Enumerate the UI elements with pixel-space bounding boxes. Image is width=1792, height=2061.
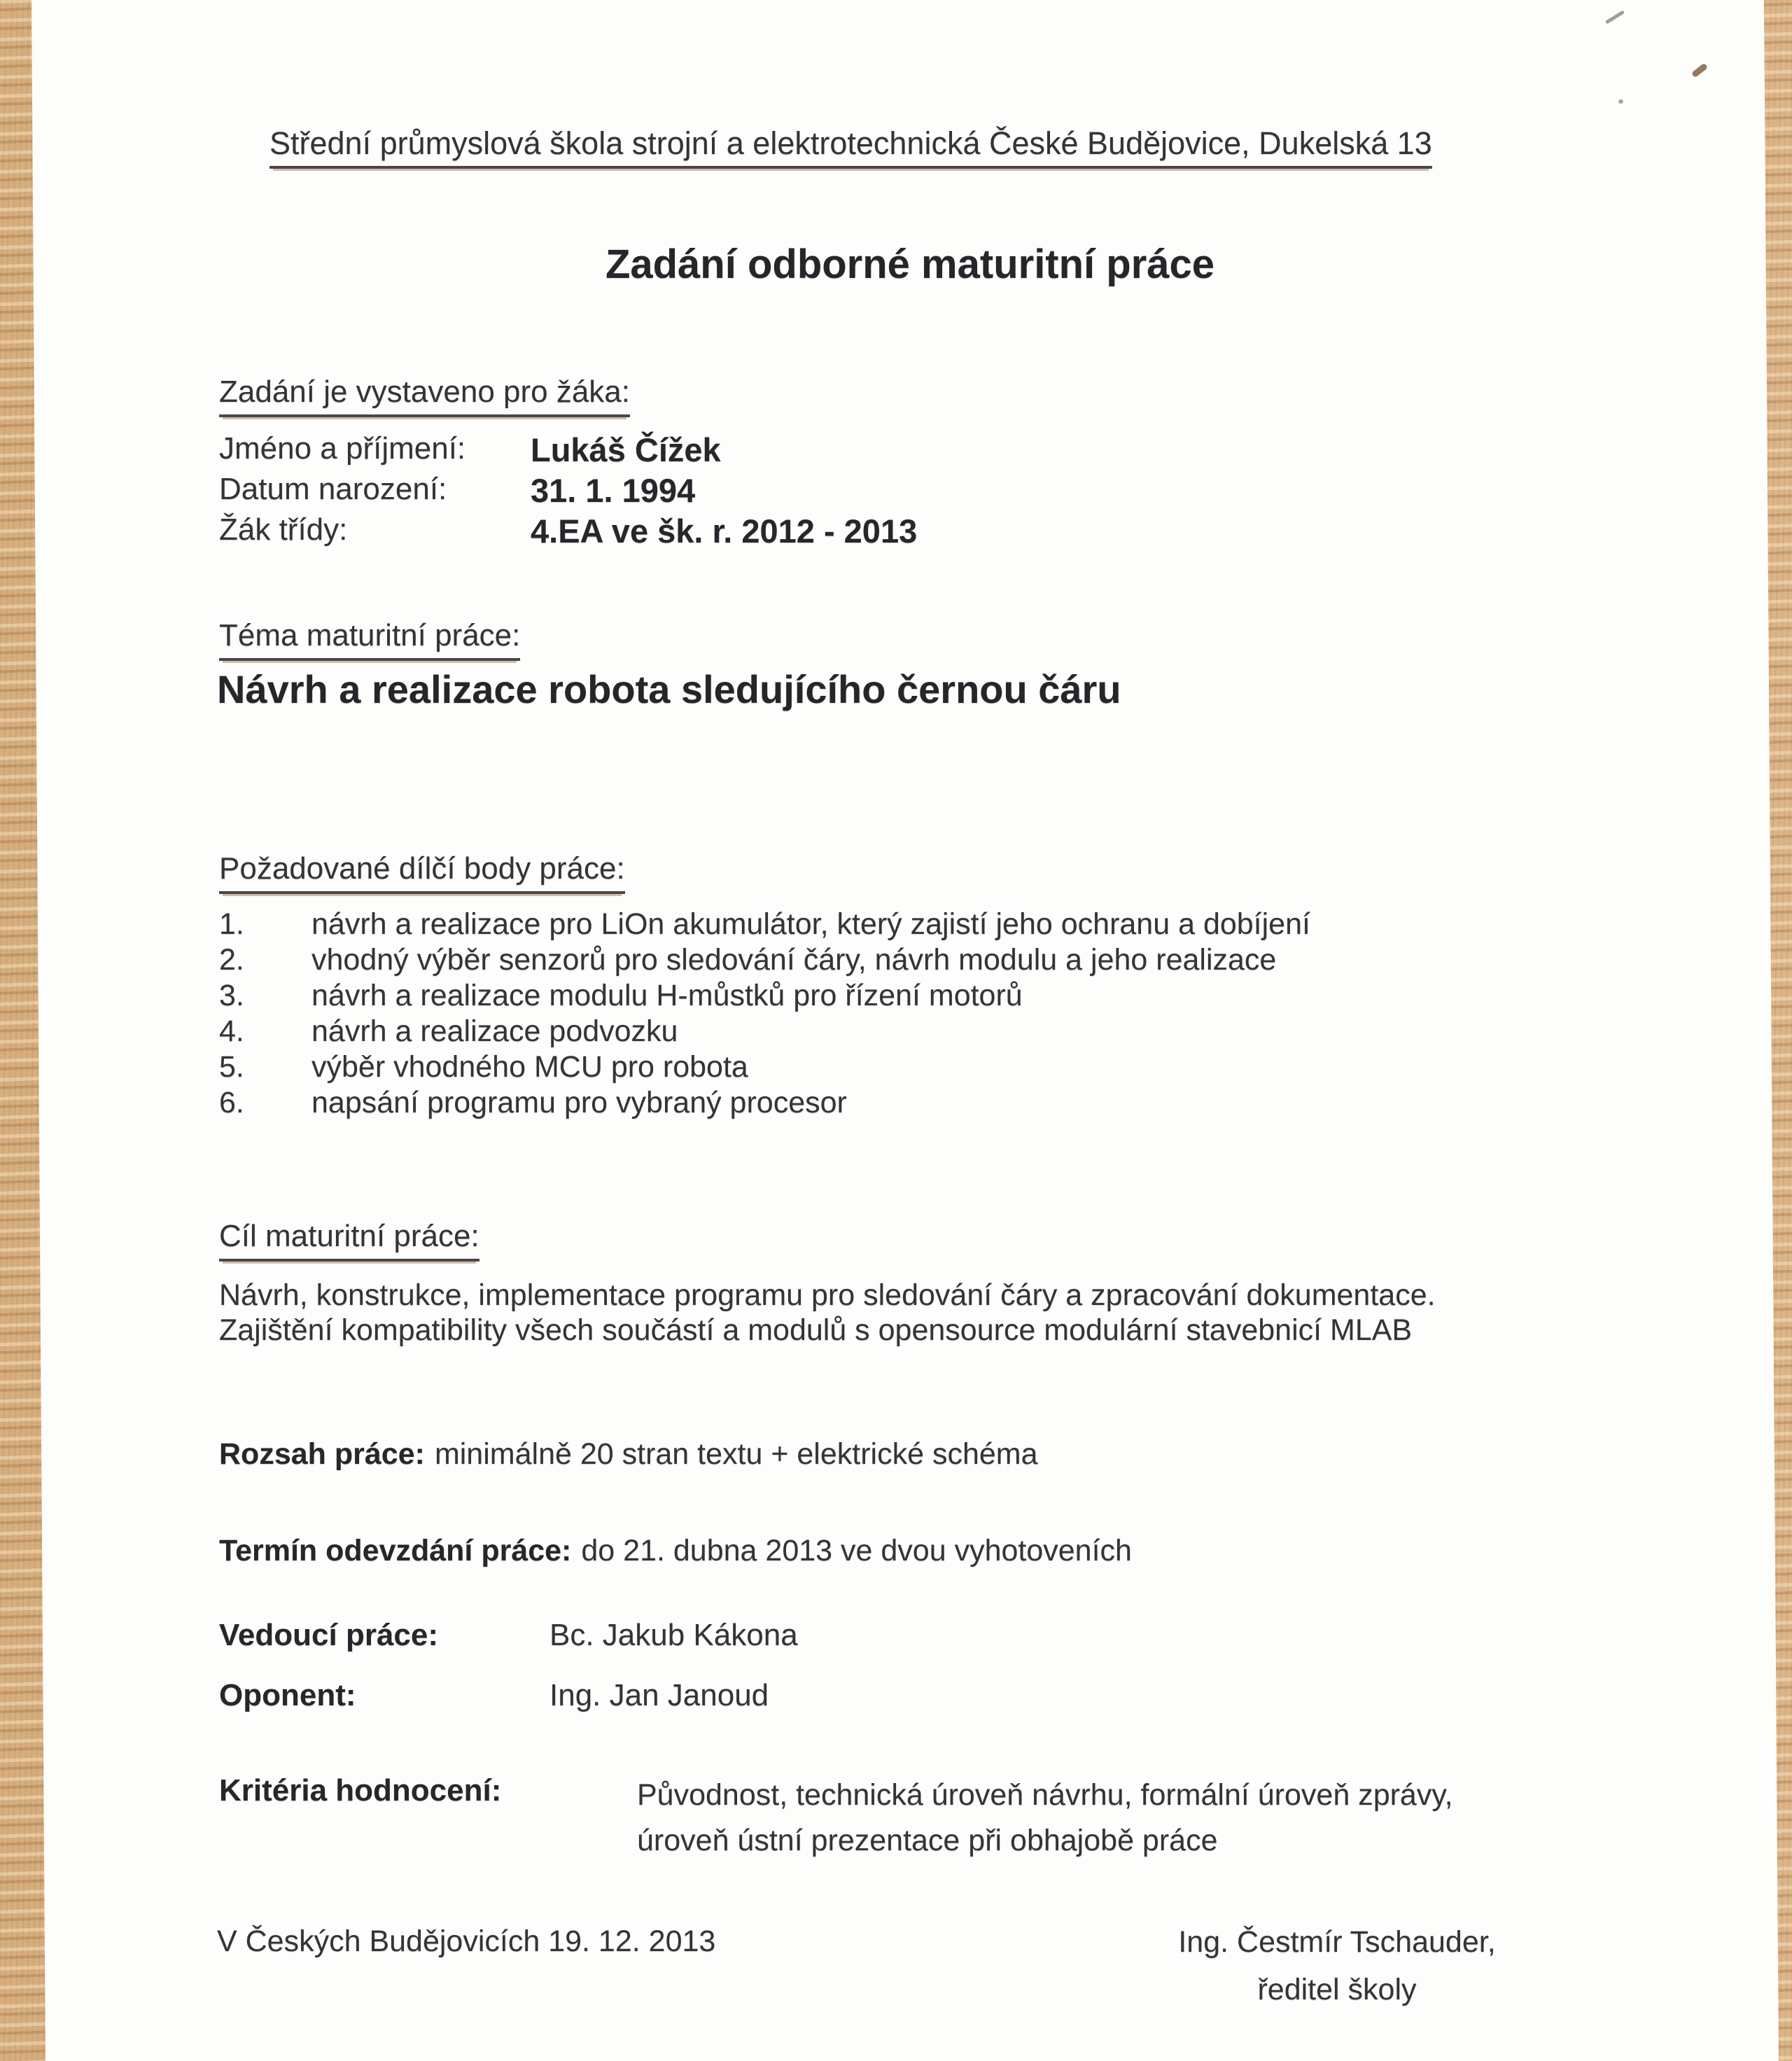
footer-place-date: V Českých Budějovicích 19. 12. 2013: [217, 1924, 716, 1958]
requirement-item: [219, 978, 1310, 1014]
requirement-text: návrh a realizace pro LiOn akumulátor, který zajistí jeho ochranu a dobíjení: [312, 907, 1310, 941]
document-title: Zadání odborné maturitní práce: [605, 242, 1215, 287]
requirement-item: [219, 907, 1310, 942]
student-name-label: Jméno a příjmení:: [219, 431, 466, 466]
opponent-row: [219, 1677, 1269, 1714]
deadline-value: do 21. dubna 2013 ve dvou vyhotoveních: [581, 1534, 1132, 1567]
requirement-text: napsání programu pro vybraný procesor: [312, 1086, 847, 1119]
supervisor-row: [219, 1617, 1269, 1654]
scan-speck: [1618, 99, 1623, 104]
requirements-heading-text: Požadované dílčí body práce:: [219, 851, 625, 894]
requirement-number: 2.: [219, 943, 244, 977]
requirement-number: 5.: [219, 1050, 244, 1084]
student-row: [219, 512, 1269, 548]
signature-name: Ing. Čestmír Tschauder,: [1178, 1925, 1496, 1959]
goal-heading: [219, 1218, 479, 1262]
requirements-list: [219, 907, 1310, 1121]
requirement-text: návrh a realizace podvozku: [312, 1014, 678, 1048]
opponent-label: Oponent:: [219, 1678, 356, 1712]
requirement-text: výběr vhodného MCU pro robota: [312, 1050, 748, 1084]
goal-heading-text: Cíl maturitní práce:: [219, 1218, 479, 1262]
birth-date-value: 31. 1. 1994: [531, 472, 696, 509]
signature-role: ředitel školy: [1257, 1973, 1417, 2006]
requirement-text: vhodný výběr senzorů pro sledování čáry, návrh modulu a jeho realizace: [312, 943, 1277, 977]
deadline-label: Termín odevzdání práce:: [219, 1534, 572, 1567]
school-header: [270, 125, 1432, 169]
student-section-heading: [219, 374, 630, 417]
student-row: [219, 431, 1269, 467]
requirement-number: 3.: [219, 979, 244, 1012]
requirement-text: návrh a realizace modulu H-můstků pro řízení motorů: [312, 979, 1023, 1012]
scope-value: minimálně 20 stran textu + elektrické schéma: [434, 1437, 1038, 1471]
criteria-row: [219, 1773, 1549, 1857]
criteria-label: Kritéria hodnocení:: [219, 1773, 502, 1808]
class-value: 4.EA ve šk. r. 2012 - 2013: [531, 512, 918, 550]
supervisor-value: Bc. Jakub Kákona: [550, 1618, 798, 1652]
thesis-topic-title: Návrh a realizace robota sledujícího černou čáru: [217, 667, 1121, 711]
goal-text: Návrh, konstrukce, implementace programu pro sledování čáry a zpracování dokumentace. Zajištění kompatibility všech součástí a modulů s opensource modulární stavebnicí MLAB: [219, 1278, 1436, 1347]
requirement-number: 6.: [219, 1086, 244, 1119]
requirement-item: [219, 1014, 1310, 1049]
topic-section-heading: [219, 617, 520, 661]
criteria-value: Původnost, technická úroveň návrhu, formální úroveň zprávy, úroveň ústní prezentace při obhajobě práce: [637, 1778, 1453, 1857]
birth-date-label: Datum narození:: [219, 472, 447, 506]
student-row: [219, 471, 1269, 508]
requirements-heading: [219, 851, 625, 894]
student-section-heading-text: Zadání je vystaveno pro žáka:: [219, 374, 630, 417]
requirement-item: [219, 1085, 1310, 1121]
requirement-item: [219, 1049, 1310, 1085]
class-label: Žák třídy:: [219, 512, 348, 547]
requirement-item: [219, 942, 1310, 978]
topic-section-heading-text: Téma maturitní práce:: [219, 617, 520, 661]
scope-line: [219, 1437, 1038, 1472]
student-name-value: Lukáš Čížek: [531, 431, 721, 468]
requirement-number: 1.: [219, 907, 244, 941]
scope-label: Rozsah práce:: [219, 1437, 425, 1471]
supervisor-label: Vedoucí práce:: [219, 1618, 439, 1652]
requirement-number: 4.: [219, 1014, 244, 1048]
deadline-line: [219, 1533, 1132, 1569]
signature-block: [1141, 1918, 1533, 2013]
opponent-value: Ing. Jan Janoud: [550, 1678, 769, 1712]
school-header-text: Střední průmyslová škola strojní a elektrotechnická České Budějovice, Dukelská 13: [270, 125, 1432, 169]
